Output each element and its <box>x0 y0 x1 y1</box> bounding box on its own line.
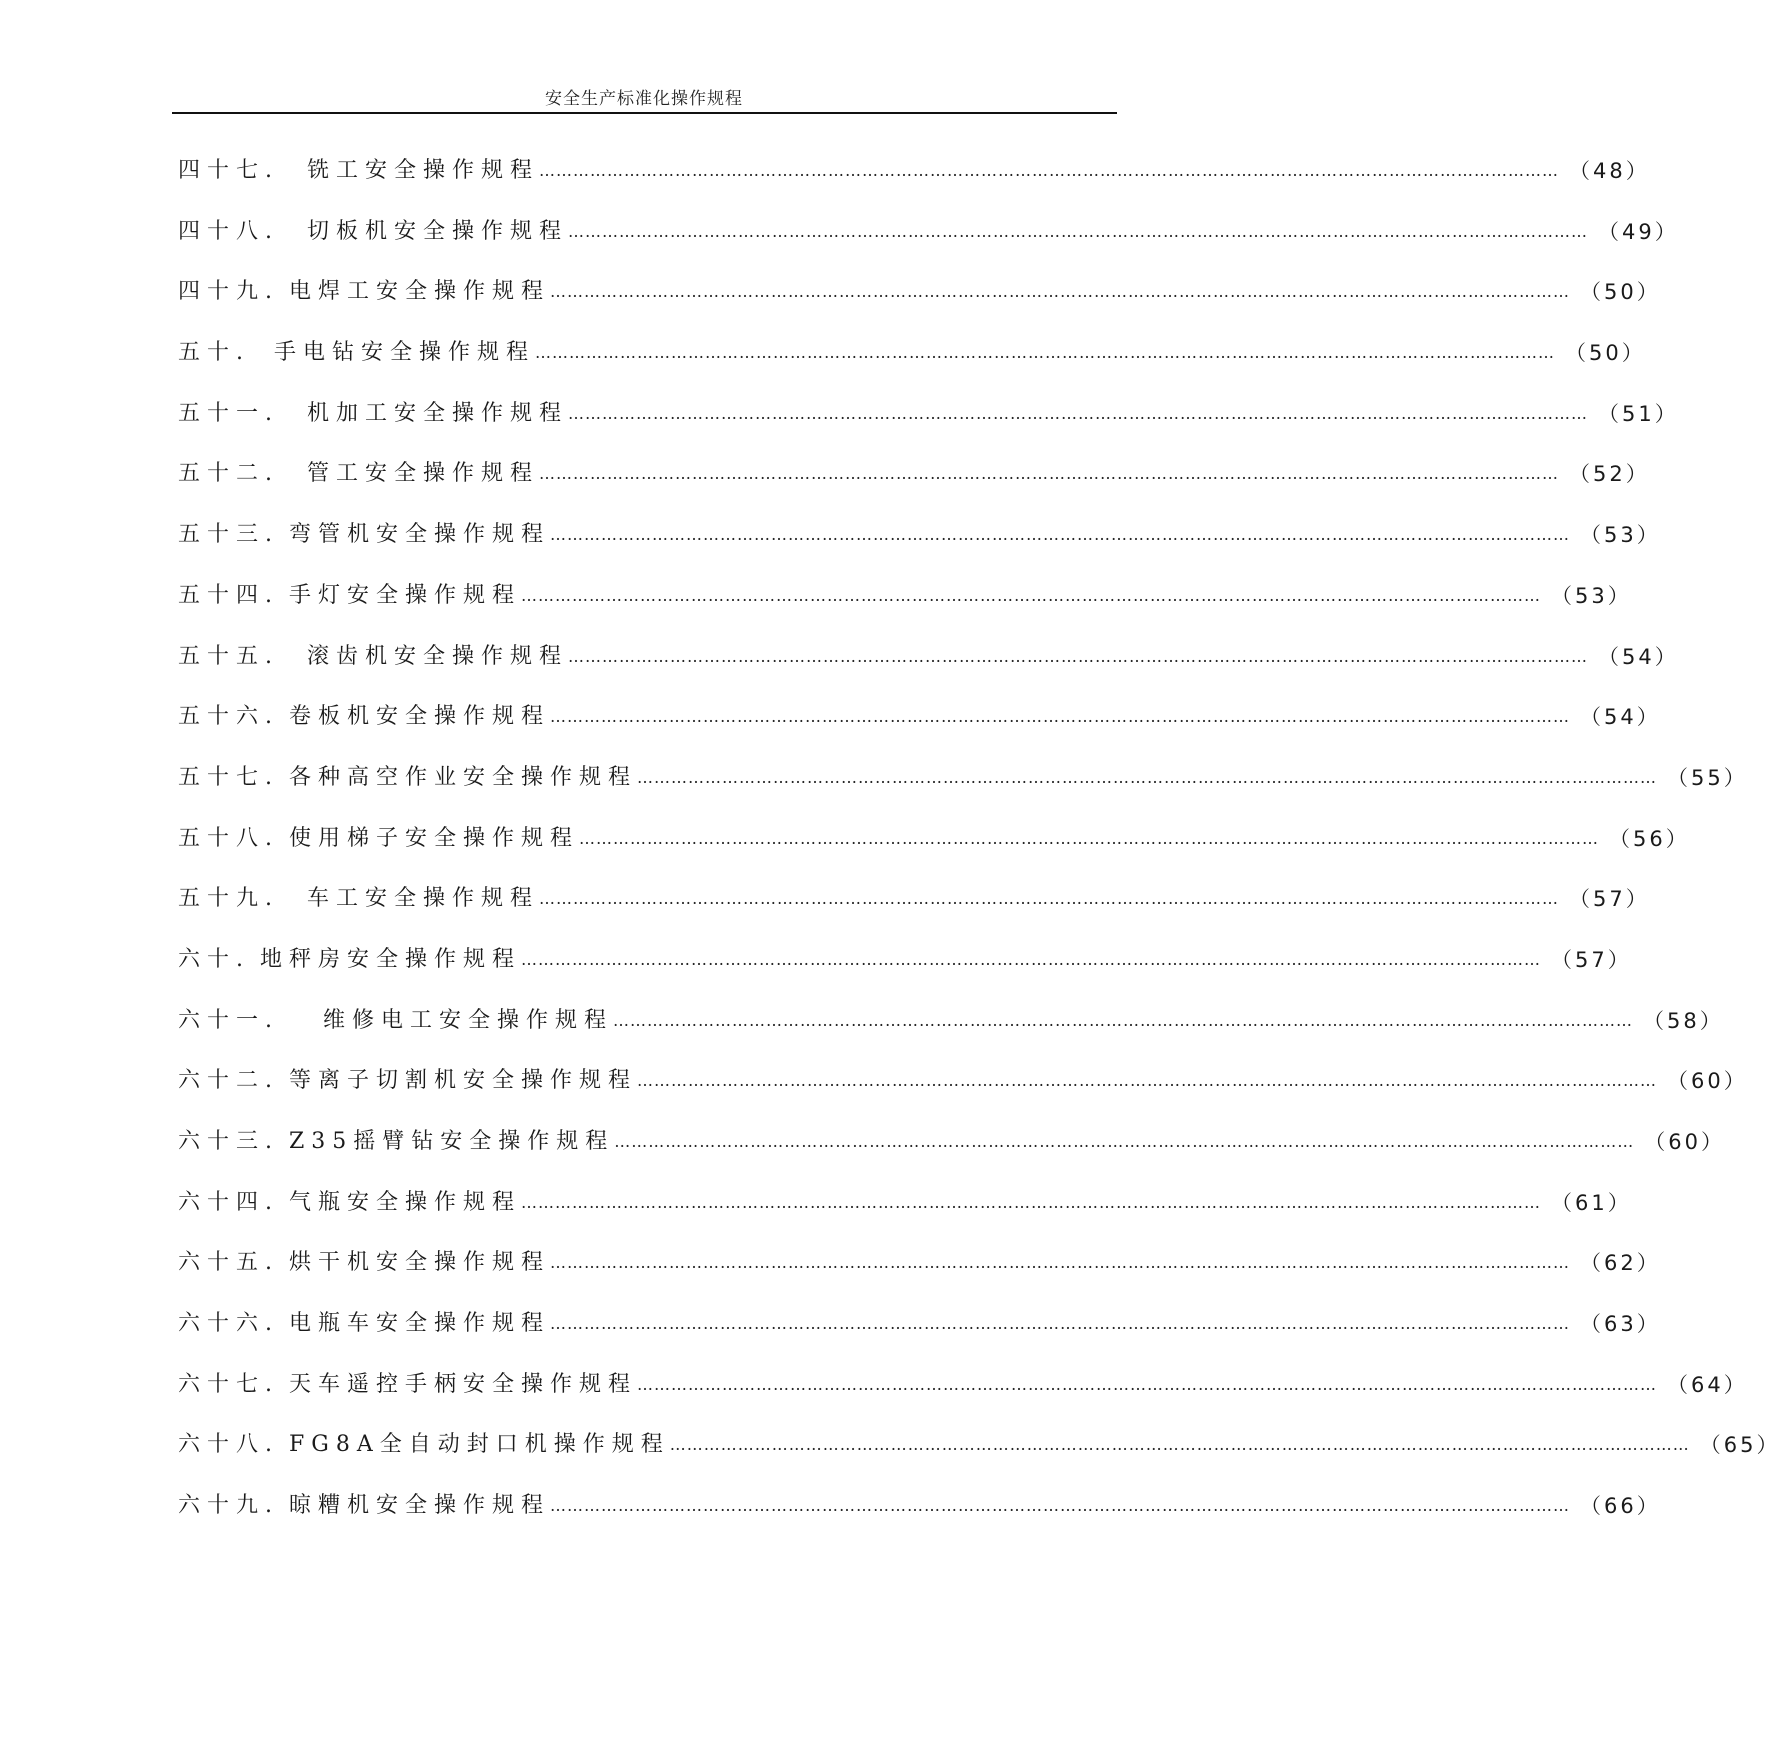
toc-entry-page: （65） <box>1699 1433 1780 1458</box>
toc-entry-title: 切板机安全操作规程 <box>307 218 569 244</box>
toc-dot-leader: ……………………………………………………………………………………………………………………………………………………………… <box>637 1374 1658 1394</box>
toc-entry-title: 晾糟机安全操作规程 <box>289 1493 551 1519</box>
toc-dot-leader: ……………………………………………………………………………………………………………………………………………………………… <box>637 767 1658 787</box>
toc-entry-title: 卷板机安全操作规程 <box>289 704 551 730</box>
toc-dot-leader: ……………………………………………………………………………………………………………………………………………………………… <box>550 282 1571 302</box>
toc-entry-title: 手电钻安全操作规程 <box>274 340 536 366</box>
toc-entry-number: 五十六. <box>178 704 279 730</box>
toc-entry-title: Z35摇臂钻安全操作规程 <box>289 1129 615 1154</box>
toc-dot-leader: ……………………………………………………………………………………………………………………………………………………………… <box>613 1010 1634 1030</box>
toc-dot-leader: ……………………………………………………………………………………………………………………………………………………………… <box>614 1132 1635 1151</box>
toc-entry-number: 五十二. <box>178 461 279 487</box>
toc-entry-number: 六十八. <box>178 1432 279 1458</box>
toc-entry-title: 烘干机安全操作规程 <box>289 1250 551 1276</box>
toc-entry-number: 五十. <box>178 340 250 366</box>
toc-entry-number: 六十三. <box>178 1129 279 1154</box>
toc-entry-page: （49） <box>1598 219 1679 244</box>
toc-entry-page: （64） <box>1667 1372 1748 1397</box>
toc-entry-number: 五十一. <box>178 400 279 426</box>
toc-entry-number: 五十三. <box>178 522 279 548</box>
toc-entry[interactable] <box>178 1250 1661 1311</box>
toc-entry-title: 弯管机安全操作规程 <box>289 522 551 548</box>
toc-entry-page: （61） <box>1551 1190 1632 1215</box>
toc-entry-title: 滚齿机安全操作规程 <box>307 643 569 669</box>
toc-entry-page: （56） <box>1609 826 1690 851</box>
toc-dot-leader: ……………………………………………………………………………………………………………………………………………………………… <box>521 949 1542 969</box>
toc-entry-title: 电焊工安全操作规程 <box>289 279 551 305</box>
toc-entry-page: （54） <box>1598 644 1679 669</box>
toc-entry[interactable] <box>178 461 1650 522</box>
toc-entry-number: 六十四. <box>178 1189 279 1215</box>
toc-entry-number: 六十一. <box>178 1007 279 1033</box>
toc-entry-number: 六十七. <box>178 1371 279 1397</box>
toc-entry-title: 等离子切割机安全操作规程 <box>289 1068 638 1094</box>
toc-entry[interactable] <box>178 1068 1748 1129</box>
toc-entry-page: （57） <box>1569 887 1650 912</box>
toc-entry[interactable] <box>178 279 1661 340</box>
toc-entry-number: 四十八. <box>178 218 279 244</box>
toc-entry-number: 六十九. <box>178 1493 279 1519</box>
toc-entry[interactable] <box>178 522 1661 583</box>
toc-entry[interactable] <box>178 1311 1661 1372</box>
toc-entry-title: 使用梯子安全操作规程 <box>289 825 580 851</box>
toc-entry-number: 六十五. <box>178 1250 279 1276</box>
toc-entry[interactable] <box>178 704 1661 765</box>
toc-dot-leader: ……………………………………………………………………………………………………………………………………………………………… <box>579 828 1600 848</box>
toc-entry-page: （57） <box>1551 947 1632 972</box>
toc-entry-number: 四十七. <box>178 158 279 183</box>
toc-dot-leader: ……………………………………………………………………………………………………………………………………………………………… <box>535 343 1556 363</box>
toc-entry-page: （62） <box>1580 1251 1661 1276</box>
toc-entry[interactable] <box>178 1189 1632 1251</box>
toc-entry-title: 地秤房安全操作规程 <box>260 946 522 972</box>
toc-entry[interactable] <box>178 1371 1748 1433</box>
toc-entry-title: 天车遥控手柄安全操作规程 <box>289 1371 638 1397</box>
header-rule <box>172 112 1117 114</box>
toc-entry[interactable] <box>178 1007 1724 1069</box>
toc-dot-leader: ……………………………………………………………………………………………………………………………………………………………… <box>669 1435 1690 1455</box>
toc-entry-title: 维修电工安全操作规程 <box>323 1007 614 1033</box>
toc-dot-leader: ……………………………………………………………………………………………………………………………………………………………… <box>568 221 1589 241</box>
toc-entry-number: 六十. <box>178 946 250 972</box>
toc-entry-page: （60） <box>1644 1130 1726 1154</box>
toc-entry-page: （63） <box>1580 1312 1661 1337</box>
toc-dot-leader: ……………………………………………………………………………………………………………………………………………………………… <box>550 1253 1571 1273</box>
toc-dot-leader: ……………………………………………………………………………………………………………………………………………………………… <box>568 646 1589 666</box>
toc-entry-title: 气瓶安全操作规程 <box>289 1189 522 1215</box>
toc-entry[interactable] <box>178 1493 1661 1554</box>
toc-entry-page: （51） <box>1598 401 1679 426</box>
toc-entry[interactable] <box>178 764 1748 826</box>
toc-entry-title: 车工安全操作规程 <box>307 886 540 912</box>
toc-entry-number: 五十八. <box>178 825 279 851</box>
table-of-contents <box>178 158 1780 1554</box>
toc-entry[interactable] <box>178 400 1679 462</box>
toc-dot-leader: ……………………………………………………………………………………………………………………………………………………………… <box>550 525 1571 545</box>
toc-entry-page: （54） <box>1580 705 1661 730</box>
toc-entry-page: （60） <box>1667 1069 1748 1094</box>
toc-dot-leader: ……………………………………………………………………………………………………………………………………………………………… <box>550 707 1571 727</box>
toc-entry[interactable] <box>178 158 1650 219</box>
toc-entry[interactable] <box>178 1129 1726 1190</box>
toc-entry-number: 五十九. <box>178 886 279 912</box>
toc-entry-title: 机加工安全操作规程 <box>307 400 569 426</box>
toc-entry-title: FG8A全自动封口机操作规程 <box>289 1432 670 1458</box>
toc-dot-leader: ……………………………………………………………………………………………………………………………………………………………… <box>637 1071 1658 1091</box>
toc-entry-title: 手灯安全操作规程 <box>289 582 522 608</box>
toc-entry-number: 六十六. <box>178 1311 279 1337</box>
toc-entry-page: （50） <box>1565 341 1646 366</box>
toc-entry[interactable] <box>178 340 1646 401</box>
toc-entry-page: （55） <box>1667 765 1748 790</box>
toc-entry[interactable] <box>178 946 1632 1008</box>
toc-dot-leader: ……………………………………………………………………………………………………………………………………………………………… <box>568 403 1589 423</box>
toc-entry[interactable] <box>178 582 1632 644</box>
toc-entry[interactable] <box>178 218 1679 280</box>
toc-entry-number: 六十二. <box>178 1068 279 1094</box>
toc-entry[interactable] <box>178 886 1650 947</box>
toc-entry-page: （53） <box>1580 523 1661 548</box>
toc-entry-page: （48） <box>1569 159 1650 183</box>
toc-entry-number: 五十五. <box>178 643 279 669</box>
toc-entry-page: （50） <box>1580 280 1661 305</box>
toc-entry-page: （58） <box>1643 1008 1724 1033</box>
toc-dot-leader: ……………………………………………………………………………………………………………………………………………………………… <box>539 464 1560 484</box>
toc-entry-title: 各种高空作业安全操作规程 <box>289 764 638 790</box>
toc-entry[interactable] <box>178 643 1679 705</box>
toc-entry[interactable] <box>178 1432 1780 1493</box>
toc-entry-page: （52） <box>1569 462 1650 487</box>
toc-entry-title: 管工安全操作规程 <box>307 461 540 487</box>
toc-entry-title: 电瓶车安全操作规程 <box>289 1311 551 1337</box>
toc-dot-leader: ……………………………………………………………………………………………………………………………………………………………… <box>550 1496 1571 1516</box>
page-header: 安全生产标准化操作规程 <box>545 89 743 109</box>
toc-entry-number: 五十七. <box>178 764 279 790</box>
toc-dot-leader: ……………………………………………………………………………………………………………………………………………………………… <box>521 1192 1542 1212</box>
toc-dot-leader: ……………………………………………………………………………………………………………………………………………………………… <box>539 889 1560 909</box>
toc-entry-page: （66） <box>1580 1494 1661 1519</box>
toc-dot-leader: ……………………………………………………………………………………………………………………………………………………………… <box>521 585 1542 605</box>
toc-dot-leader: ……………………………………………………………………………………………………………………………………………………………… <box>539 161 1560 180</box>
toc-entry-title: 铣工安全操作规程 <box>307 158 540 183</box>
toc-entry-page: （53） <box>1551 583 1632 608</box>
toc-entry-number: 五十四. <box>178 582 279 608</box>
toc-dot-leader: ……………………………………………………………………………………………………………………………………………………………… <box>550 1314 1571 1334</box>
toc-entry[interactable] <box>178 825 1690 887</box>
toc-entry-number: 四十九. <box>178 279 279 305</box>
